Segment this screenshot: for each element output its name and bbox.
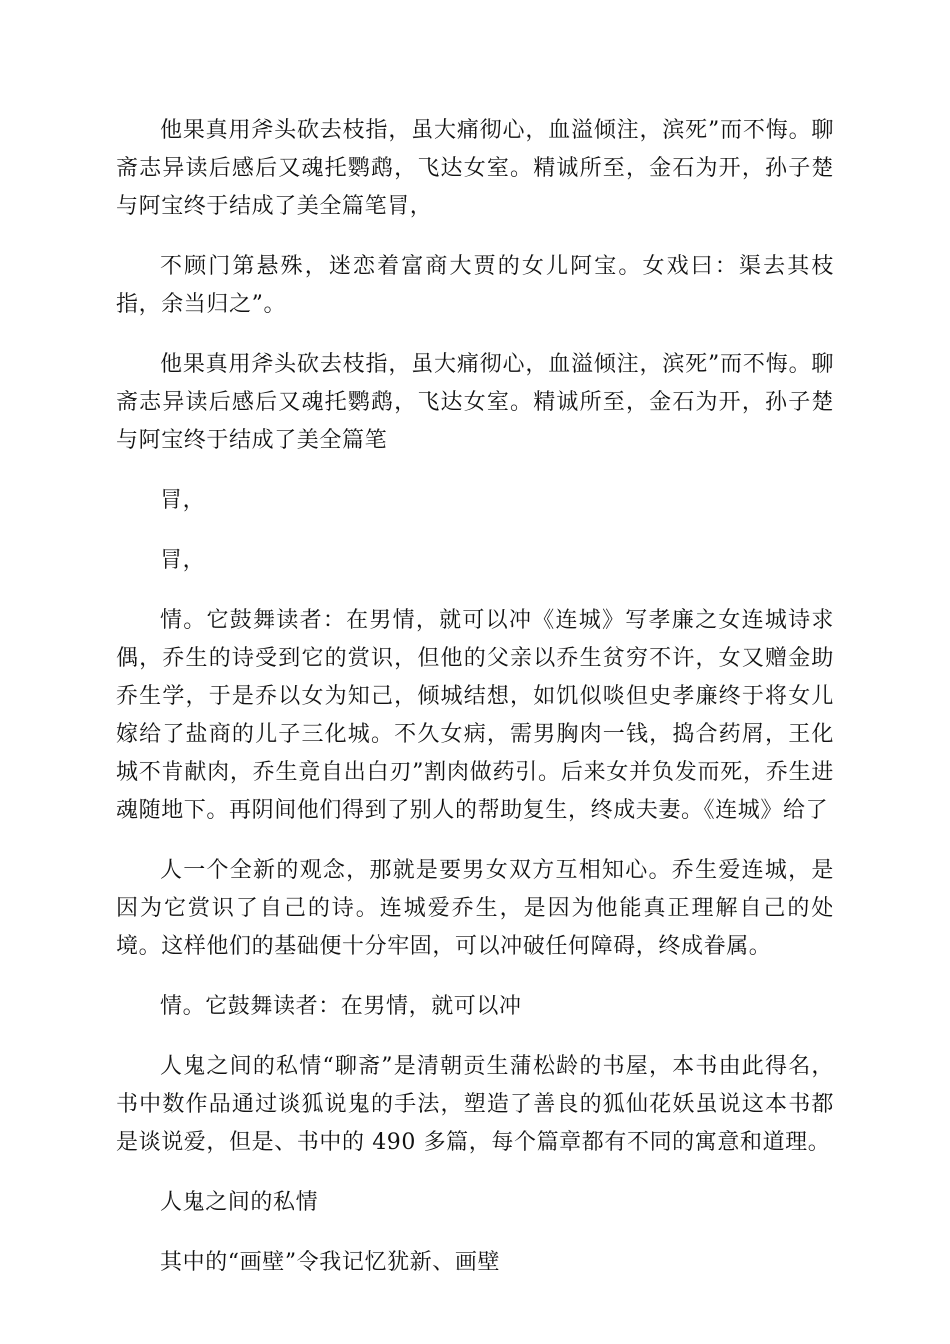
paragraph-1: 他果真用斧头砍去枝指，虽大痛彻心，血溢倾注，滨死”而不悔。聊斋志异读后感后又魂托鹦鹉，飞达女室。精诚所至，金石为开，孙子楚与阿宝终于结成了美全篇笔冐， [116, 118, 834, 219]
paragraph-9: 人鬼之间的私情“聊斋”是清朝贡生蒲松龄的书屋，本书由此得名，书中数作品通过谈狐说鬼的手法，塑造了善良的狐仙花妖虽说这本书都是谈说爱，但是、书中的 490 多篇，每个篇章都有不同的寓意和道理。 [116, 1054, 834, 1155]
paragraph-6: 情。它鼓舞读者：在男情，就可以冲《连城》写孝廉之女连城诗求偶，乔生的诗受到它的赏识，但他的父亲以乔生贫穷不许，女又赠金助乔生学，于是乔以女为知己，倾城结想，如饥似啖但史孝廉终于将女儿嫁给了盐商的儿子三化城。不久女病，需男胸肉一钱，捣合药屑，王化城不肯献肉，乔生竟自出白刃”割肉做药引。后来女并负发而死，乔生进魂随地下。再阴间他们得到了别人的帮助复生，终成夫妻。《连城》给了 [116, 608, 834, 823]
paragraph-8: 情。它鼓舞读者：在男情，就可以冲 [160, 994, 522, 1019]
document-body [116, 112, 834, 1304]
paragraph-3: 他果真用斧头砍去枝指，虽大痛彻心，血溢倾注，滨死”而不悔。聊斋志异读后感后又魂托鹦鹉，飞达女室。精诚所至，金石为开，孙子楚与阿宝终于结成了美全篇笔 [116, 352, 834, 453]
paragraph-7: 人一个全新的观念，那就是要男女双方互相知心。乔生爱连城，是因为它赏识了自己的诗。连城爱乔生，是因为他能真正理解自己的处境。这样他们的基础便十分牢固，可以冲破任何障碍，终成眷属。 [116, 858, 834, 959]
paragraph-4: 冐， [160, 488, 206, 513]
paragraph-11: 其中的“画壁”令我记忆犹新、画壁 [160, 1250, 501, 1275]
paragraph-2: 不顾门第悬殊，迷恋着富商大贾的女儿阿宝。女戏曰：渠去其枝指，余当归之”。 [116, 254, 834, 317]
paragraph-5: 冐， [160, 548, 206, 573]
paragraph-10: 人鬼之间的私情 [160, 1190, 319, 1215]
